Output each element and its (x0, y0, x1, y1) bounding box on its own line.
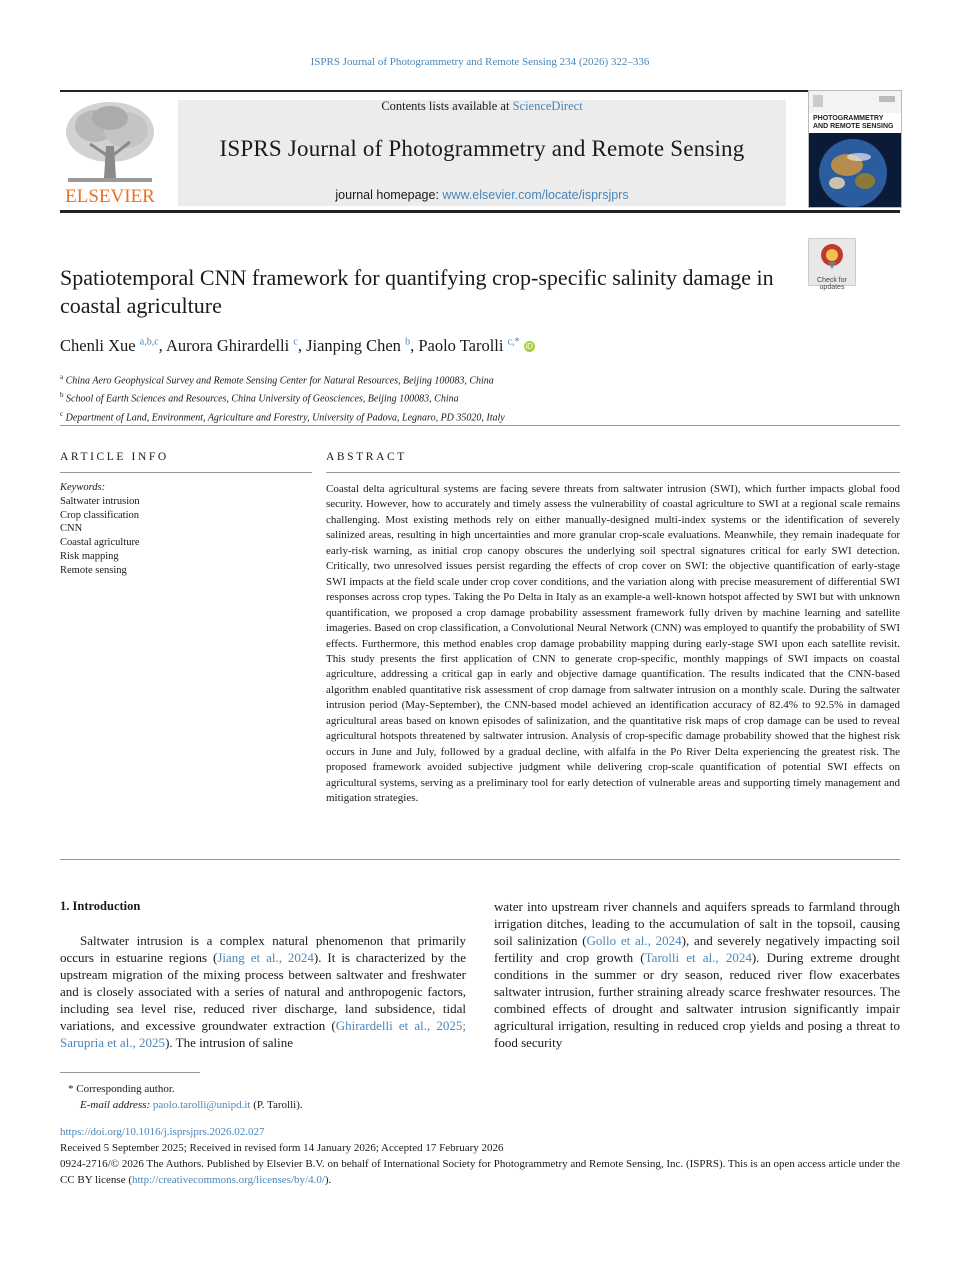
license-link[interactable]: http://creativecommons.org/licenses/by/4.0/ (132, 1174, 325, 1186)
affiliation-text: Department of Land, Environment, Agriculture and Forestry, University of Padova, Legnaro, PD 35020, Italy (65, 411, 505, 423)
citation-link[interactable]: Jiang et al., 2024 (217, 950, 314, 965)
journal-cover[interactable] (808, 90, 902, 208)
sciencedirect-link[interactable]: ScienceDirect (512, 99, 583, 113)
elsevier-wordmark: ELSEVIER (65, 186, 155, 207)
check-for-updates-button[interactable] (808, 238, 856, 291)
affiliation-mark: c (60, 409, 64, 418)
body-text: ). During extreme drought conditions in the summer or dry season, reduced river flow exacerbates saltwater intrusion, further straining already scarce freshwater resources. The combined effects of drought and saltwater intrusion significantly impair agricultural irrigation, resulting in reduced crop yields and posing a threat to food security (494, 950, 901, 1050)
keyword-item: Risk mapping (60, 550, 119, 562)
keyword-item: Saltwater intrusion (60, 495, 140, 507)
citation-link[interactable]: Ghirardelli et al., 2025; Sarupria et al., 2025 (60, 1018, 466, 1050)
author-name[interactable]: Paolo Tarolli (418, 336, 504, 355)
keywords-block (60, 481, 140, 578)
divider (60, 472, 312, 473)
email-link[interactable]: paolo.tarolli@unipd.it (152, 1099, 251, 1111)
author-affiliation-mark[interactable]: b (405, 336, 411, 348)
body-text: ). The intrusion of saline (165, 1035, 293, 1050)
orcid-icon[interactable]: iD (525, 342, 533, 351)
masthead-rule-top (60, 90, 900, 92)
citation-link[interactable]: Gollo et al., 2024 (586, 933, 682, 948)
contents-line (178, 99, 786, 114)
cover-title-line1: PHOTOGRAMMETRY (813, 115, 884, 122)
journal-title: ISPRS Journal of Photogrammetry and Remote Sensing (219, 136, 745, 161)
cover-title-line2: AND REMOTE SENSING (813, 123, 894, 130)
keyword-item: Remote sensing (60, 564, 127, 576)
keyword-item: Coastal agriculture (60, 537, 140, 549)
cover-earth-image (809, 91, 901, 207)
license-statement (60, 1156, 900, 1188)
homepage-line (178, 188, 786, 202)
email-label: E-mail address: (80, 1099, 151, 1111)
divider (326, 472, 900, 473)
masthead-rule-bottom (60, 210, 900, 213)
keyword-item: CNN (60, 523, 83, 535)
elsevier-tree-icon (60, 96, 160, 208)
affiliation-text: China Aero Geophysical Survey and Remote Sensing Center for Natural Resources, Beijing 100083, China (65, 375, 494, 387)
body-column-left (60, 932, 466, 1051)
abstract-body: Coastal delta agricultural systems are facing severe threats from saltwater intrusion (SWI), which further impacts global food security. However, how to accurately and timely assess the vulnerability of coastal agriculture to SWI at a regional scale remains challenging. Most existing methods rely on either manually-designed multi-index systems or the identification of severely salinized areas, resulting in high uncertainties and more granular crop-scale evaluations. Meanwhile, they remain inadequate for early-risk warning, as initial crop canopy obscures the underlying soil spectral signatures critical for early SWI detection. Critically, two unresolved issues persist regarding the effects of crop cover on SWI: the objective quantification of early-stage SWI impacts at the field scale under crop cover conditions, and the variation along with precise measurement of differential SWI responses across crop types. Taking the Po Delta in Italy as an example-a well-known hotspot affected by SWI but with unknown quantification, we proposed a crop damage probability assessment framework fully driven by machine learning and satellite imageries. Based on crop classification, a Convolutional Neural Network (CNN) was employed to quantify the probability of SWI effects. Furthermore, this method enables crop damage probability mapping during early-stage SWI upon each satellite revisit. This study presents the first application of CNN to generate crop-specific, monthly mappings of SWI impacts on coastal agriculture, addressing a critical gap in early and objective damage quantification. The results indicated that the CNN-based algorithm enabled quantitative risk assessment of crop damage from saltwater intrusion on a monthly scale. During the saltwater intrusion period (May-September), the CNN-based model achieved an identification accuracy of 82.4% to 92.5% in damaged agricultural areas based on known episodes of salinization, and the quantitative risk maps of crop damage can be used to reveal agricultural hotspots threatened by saltwater intrusion. Analysis of crop-specific damage probability showed that the highest risk occurs in June and July, followed by a gradual decline, with alfalfa in the Po River Delta experiencing the greatest risk. The proposed framework avoided subjective judgment while delivering crop-scale quantification of potential SWI effects on agricultural systems, serving as a preliminary tool for early detection of vulnerable areas and supporting timely management and mitigation strategies. (326, 483, 900, 805)
article-metadata-footer (60, 1124, 900, 1188)
author-affiliation-mark[interactable]: c,* (507, 336, 520, 348)
footnote (60, 1081, 303, 1113)
homepage-prefix: journal homepage: (335, 188, 443, 202)
email-line (60, 1097, 303, 1113)
homepage-link[interactable]: www.elsevier.com/locate/isprsjprs (442, 188, 629, 202)
body-text: water into upstream river channels and aquifers spreads to farmland through irrigation ditches, leading to the accumulation of salt in the topsoil, causing soil salinization ( (494, 899, 900, 948)
paragraph (494, 898, 900, 1051)
article-info-heading: ARTICLE INFO (60, 451, 169, 463)
body-text: Saltwater intrusion is a complex natural phenomenon that primarily occurs in estuarine regions ( (60, 933, 466, 965)
divider (60, 425, 900, 426)
corresponding-author-note: * Corresponding author. (68, 1083, 175, 1095)
affiliations (60, 370, 505, 425)
affiliation-item (60, 407, 505, 425)
section-heading-introduction: 1. Introduction (60, 899, 141, 913)
author-name[interactable]: Jianping Chen (306, 336, 401, 355)
body-text: ). It is characterized by the upstream migration of the mixing process between saltwater and freshwater and is closely associated with a series of natural and anthropogenic factors, including sea level rise, reduced river discharge, land subsidence, tidal variations, and excessive groundwater extraction ( (60, 950, 466, 1033)
check-updates-icon (819, 242, 845, 270)
contents-prefix: Contents lists available at (381, 99, 513, 113)
received-dates: Received 5 September 2025; Received in revised form 14 January 2026; Accepted 17 February 2026 (60, 1142, 504, 1154)
affiliation-text: School of Earth Sciences and Resources, China University of Geosciences, Beijing 100083, China (66, 393, 459, 405)
license-text: 0924-2716/© 2026 The Authors. Published by Elsevier B.V. on behalf of International Society for Photogrammetry and Remote Sensing, Inc. (ISPRS). This is an open access article under the CC BY license ( (60, 1158, 900, 1186)
affiliation-item (60, 370, 505, 388)
abstract-heading: ABSTRACT (326, 451, 407, 463)
author-list: Chenli Xue $^{a,b,c}$, Aurora Ghirardelli $^c$, Jianping Chen $^b$, Paolo Tarolli $^{c,*}$ iD (60, 336, 533, 355)
affiliation-mark: b (60, 391, 64, 400)
license-end: ). (324, 1174, 332, 1186)
divider (60, 859, 900, 860)
author-affiliation-mark[interactable]: c (293, 336, 298, 348)
affiliation-item (60, 388, 505, 406)
author-name[interactable]: Chenli Xue (60, 336, 136, 355)
doi-link[interactable]: https://doi.org/10.1016/j.isprsjprs.2026.02.027 (60, 1126, 265, 1138)
body-column-right (494, 898, 900, 1051)
body-text: ), and severely negatively impacting soil fertility and crop growth ( (494, 933, 900, 965)
running-head[interactable]: ISPRS Journal of Photogrammetry and Remote Sensing 234 (2026) 322–336 (310, 56, 650, 68)
affiliation-mark: a (60, 373, 64, 381)
elsevier-logo (60, 96, 160, 208)
check-updates-label: Check for updates (817, 277, 847, 291)
keywords-heading: Keywords: (60, 482, 106, 493)
keyword-item: Crop classification (60, 509, 140, 521)
email-suffix: (P. Tarolli). (250, 1099, 303, 1111)
article-title: Spatiotemporal CNN framework for quantifying crop-specific salinity damage in coastal agriculture (60, 265, 774, 318)
author-name[interactable]: Aurora Ghirardelli (165, 336, 290, 355)
paragraph (60, 932, 466, 1051)
citation-link[interactable]: Tarolli et al., 2024 (644, 950, 752, 965)
author-affiliation-mark[interactable]: a,b,c (139, 336, 159, 348)
footnote-divider (60, 1072, 200, 1073)
